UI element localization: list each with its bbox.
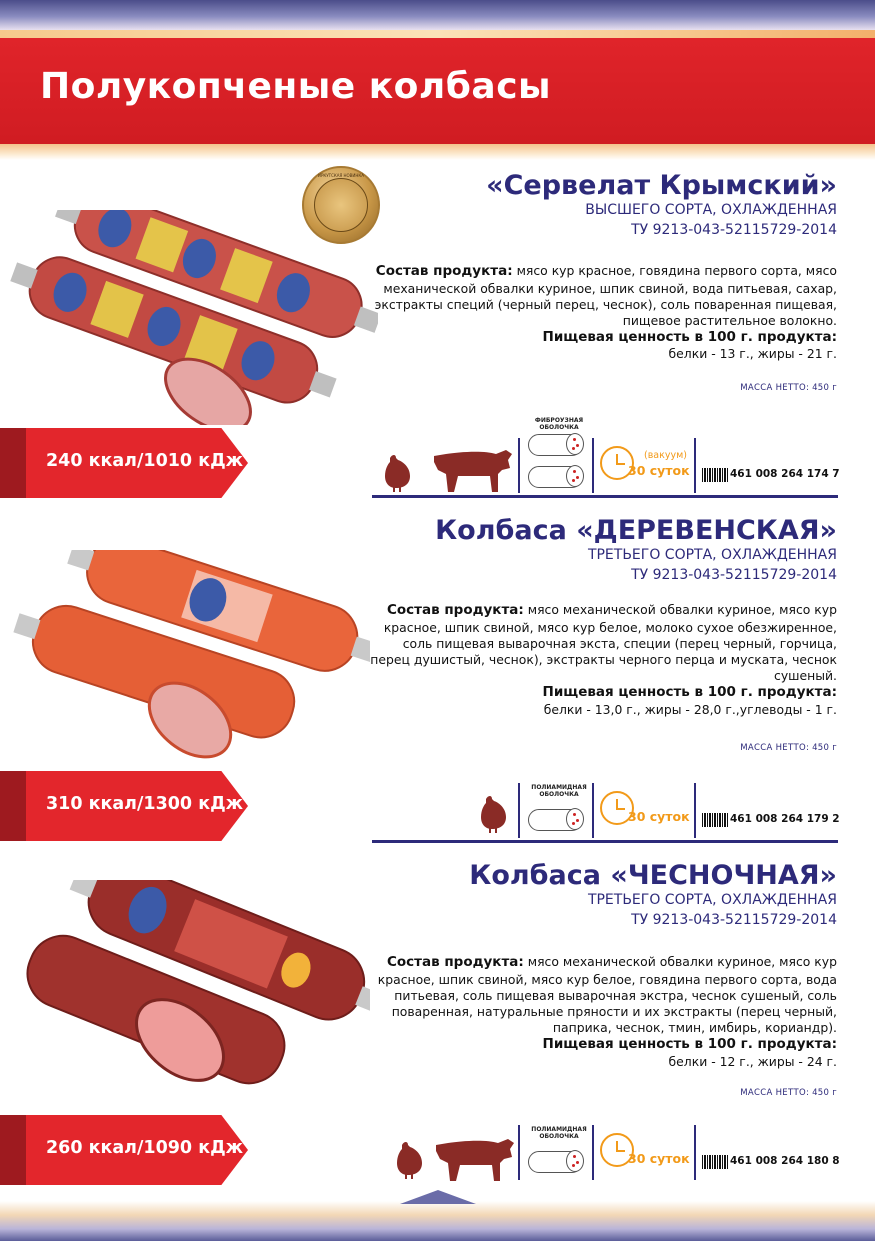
barcode-number: 461 008 264 174 7 bbox=[730, 468, 840, 480]
product-composition bbox=[367, 954, 837, 1070]
cow-icon bbox=[430, 1133, 516, 1183]
net-mass: МАССА НЕТТО: 450 г bbox=[740, 743, 837, 753]
medal-text: ИРКУТСКАЯ НОВИНКА bbox=[317, 173, 365, 178]
casing-label: ФИБРОУЗНАЯ ОБОЛОЧКА bbox=[534, 417, 584, 431]
composition-label: Состав продукта: bbox=[386, 954, 524, 970]
award-medal bbox=[302, 166, 380, 244]
net-mass: МАССА НЕТТО: 450 г bbox=[740, 1088, 837, 1098]
shelf-life: 30 суток bbox=[628, 809, 690, 824]
bottom-decor-band bbox=[0, 1201, 875, 1241]
casing-sausage-icon bbox=[528, 1151, 583, 1173]
nutrition-label: Пищевая ценность в 100 г. продукта: bbox=[542, 1036, 837, 1053]
icons-row-underline bbox=[372, 495, 838, 498]
casing-sausage-icon-2 bbox=[528, 466, 583, 488]
net-mass: МАССА НЕТТО: 450 г bbox=[740, 383, 837, 393]
casing-sausage-icon bbox=[528, 434, 583, 456]
barcode-icon bbox=[702, 468, 728, 482]
product-tu: ТУ 9213-043-52115729-2014 bbox=[631, 567, 837, 583]
shelf-life: 30 суток bbox=[628, 1151, 690, 1166]
nutrition-label: Пищевая ценность в 100 г. продукта: bbox=[542, 684, 837, 701]
product-grade: ВЫСШЕГО СОРТА, ОХЛАЖДЕННАЯ bbox=[585, 202, 837, 218]
title-bar bbox=[0, 38, 875, 144]
nutrition-text: белки - 13,0 г., жиры - 28,0 г.,углеводы - 1 г. bbox=[543, 701, 837, 717]
page-title: Полукопченые колбасы bbox=[40, 66, 552, 107]
top-gold-stripe bbox=[0, 30, 875, 38]
hen-icon bbox=[478, 795, 508, 833]
product-icons-row bbox=[372, 763, 838, 843]
sausage-image-servelat bbox=[8, 210, 378, 425]
composition-text: мясо механической обвалки куриное, мясо кур красное, шпик свиной, мясо кур белое, говядина первого сорта, вода питьевая, соль пищевая выварочная экстра, чеснок сушеный, соль поваренная, натуральные пряности и их экстракты (перец черный, паприка, чеснок, тмин, имбирь, кориандр). bbox=[377, 954, 837, 1035]
casing-sausage-icon bbox=[528, 809, 583, 831]
hen-icon bbox=[382, 454, 412, 492]
bottom-decor-triangle bbox=[400, 1190, 476, 1204]
cow-icon bbox=[428, 444, 514, 494]
sausage-image-derevenskaya bbox=[10, 550, 370, 760]
title-under-band bbox=[0, 144, 875, 160]
product-name: «Сервелат Крымский» bbox=[486, 170, 837, 201]
hen-icon bbox=[394, 1141, 424, 1179]
calories-text: 310 ккал/1300 кДж bbox=[46, 794, 244, 814]
shelf-life: 30 суток bbox=[628, 463, 690, 478]
composition-text: мясо механической обвалки куриное, мясо кур красное, шпик свиной, мясо кур белое, молоко сухое обезжиренное, соль пищевая выварочная экста, специи (перец черный, горчица, перец душистый, чеснок), экстракты черного перца и муската, чеснок сушеный. bbox=[370, 602, 837, 683]
barcode-icon bbox=[702, 1155, 728, 1169]
product-icons-row bbox=[372, 418, 838, 498]
nutrition-text: белки - 13 г., жиры - 21 г. bbox=[668, 346, 837, 362]
product-grade: ТРЕТЬЕГО СОРТА, ОХЛАЖДЕННАЯ bbox=[587, 547, 837, 563]
barcode-number: 461 008 264 179 2 bbox=[730, 813, 840, 825]
sausage-image-chesnochnaya bbox=[10, 880, 370, 1105]
product-icons-row bbox=[372, 1105, 838, 1185]
product-tu: ТУ 9213-043-52115729-2014 bbox=[631, 912, 837, 928]
product-grade: ТРЕТЬЕГО СОРТА, ОХЛАЖДЕННАЯ bbox=[587, 892, 837, 908]
product-card-chesnochnaya bbox=[0, 850, 875, 1190]
product-composition bbox=[367, 263, 837, 363]
barcode-icon bbox=[702, 813, 728, 827]
composition-text: мясо кур красное, говядина первого сорта, мясо механической обвалки куриное, шпик свиной, вода питьевая, сахар, экстракты специй (черный перец, чеснок), соль поваренная пищевая, пищевое растительное волокно. bbox=[374, 263, 837, 328]
product-tu: ТУ 9213-043-52115729-2014 bbox=[631, 222, 837, 238]
shelf-note: (вакуум) bbox=[644, 450, 687, 461]
top-decor-band bbox=[0, 0, 875, 30]
product-name: Колбаса «ЧЕСНОЧНАЯ» bbox=[469, 860, 837, 891]
nutrition-label: Пищевая ценность в 100 г. продукта: bbox=[542, 328, 837, 345]
product-card-servelat bbox=[0, 160, 875, 500]
icons-row-underline bbox=[372, 840, 838, 843]
calories-badge bbox=[0, 771, 278, 841]
calories-badge bbox=[0, 1115, 278, 1185]
calories-badge bbox=[0, 428, 278, 498]
calories-text: 240 ккал/1010 кДж bbox=[46, 451, 244, 471]
composition-label: Состав продукта: bbox=[386, 602, 524, 618]
composition-label: Состав продукта: bbox=[375, 263, 513, 279]
casing-label: ПОЛИАМИДНАЯ ОБОЛОЧКА bbox=[531, 784, 587, 798]
product-composition bbox=[367, 602, 837, 718]
calories-text: 260 ккал/1090 кДж bbox=[46, 1138, 244, 1158]
product-name: Колбаса «ДЕРЕВЕНСКАЯ» bbox=[435, 515, 837, 546]
casing-label: ПОЛИАМИДНАЯ ОБОЛОЧКА bbox=[531, 1126, 587, 1140]
nutrition-text: белки - 12 г., жиры - 24 г. bbox=[668, 1053, 837, 1069]
barcode-number: 461 008 264 180 8 bbox=[730, 1155, 840, 1167]
product-card-derevenskaya bbox=[0, 505, 875, 845]
